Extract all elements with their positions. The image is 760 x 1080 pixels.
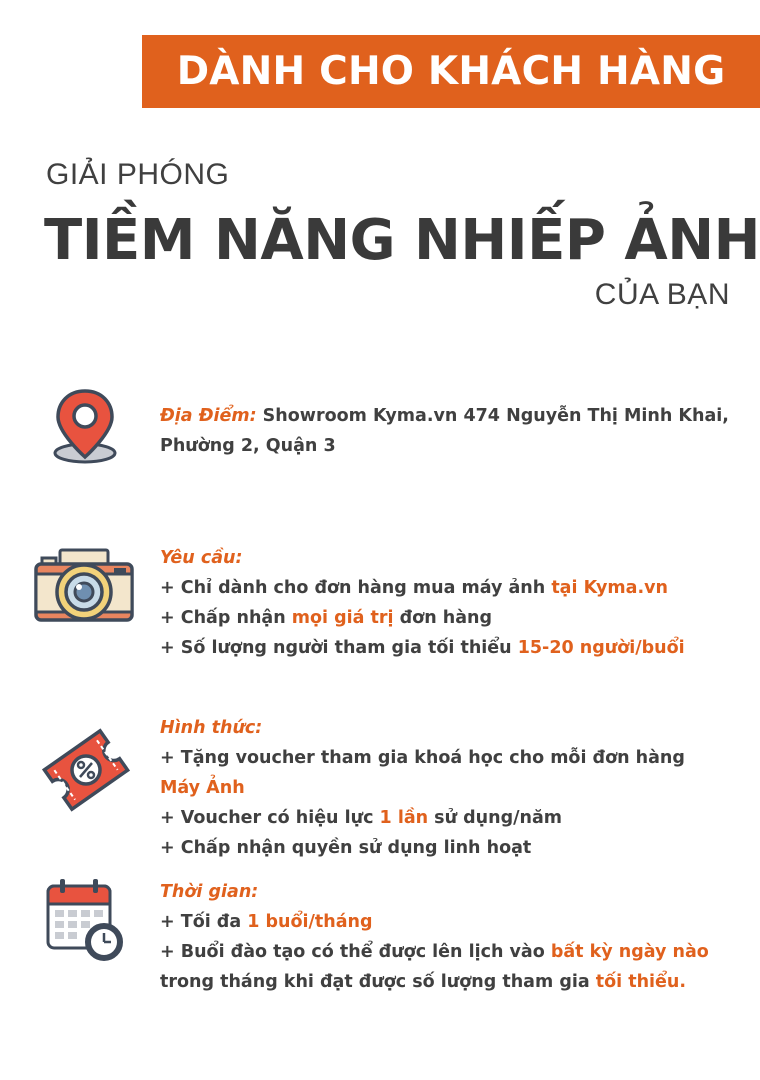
banner <box>142 35 760 108</box>
voucher-ticket-icon <box>38 722 134 818</box>
time-item2-text: + Buổi đào tạo có thể được lên lịch vào <box>160 942 551 962</box>
time-item1 <box>160 907 750 937</box>
requirements-item2 <box>160 603 750 633</box>
requirements-item1 <box>160 573 750 603</box>
time-item3-text: trong tháng khi đạt được số lượng tham gia <box>160 972 596 992</box>
time-item2 <box>160 937 750 967</box>
subline: CỦA BẠN <box>594 278 730 311</box>
location-line2: Phường 2, Quận 3 <box>160 436 336 456</box>
location-address: Showroom Kyma.vn 474 Nguyễn Thị Minh Khai, <box>256 406 729 426</box>
requirements-block <box>160 543 750 663</box>
time-item1-text: + Tối đa <box>160 912 248 932</box>
format-item1: + Tặng voucher tham gia khoá học cho mỗi đơn hàng <box>160 748 685 768</box>
requirements-item3-highlight: 15-20 người/buổi <box>517 638 685 658</box>
camera-icon <box>32 546 136 632</box>
location-block <box>160 401 750 461</box>
time-item3-highlight: tối thiểu. <box>595 972 687 992</box>
banner-title: DÀNH CHO KHÁCH HÀNG <box>176 49 726 94</box>
map-pin-icon <box>50 387 120 465</box>
format-item2-suffix: sử dụng/năm <box>428 808 563 828</box>
headline: TIỀM NĂNG NHIẾP ẢNH <box>44 208 760 273</box>
format-item3: + Chấp nhận quyền sử dụng linh hoạt <box>160 838 532 858</box>
format-heading: Hình thức: <box>160 718 263 738</box>
location-heading: Địa Điểm: <box>160 406 257 426</box>
requirements-item1-text: + Chỉ dành cho đơn hàng mua máy ảnh <box>160 578 552 598</box>
requirements-item3 <box>160 633 750 663</box>
format-item2 <box>160 803 750 833</box>
time-block <box>160 877 750 997</box>
requirements-item1-highlight: tại Kyma.vn <box>551 578 668 598</box>
time-item3 <box>160 967 750 997</box>
format-item2-text: + Voucher có hiệu lực <box>160 808 380 828</box>
location-line1 <box>160 401 750 431</box>
time-item1-highlight: 1 buổi/tháng <box>247 912 373 932</box>
requirements-item2-highlight: mọi giá trị <box>291 608 394 628</box>
calendar-clock-icon <box>44 876 128 966</box>
format-item1-highlight: Máy Ảnh <box>160 778 245 798</box>
format-item2-highlight: 1 lần <box>379 808 429 828</box>
format-block <box>160 713 750 863</box>
time-item2-highlight: bất kỳ ngày nào <box>550 942 709 962</box>
requirements-item2-text: + Chấp nhận <box>160 608 292 628</box>
requirements-item2-suffix: đơn hàng <box>393 608 492 628</box>
time-heading: Thời gian: <box>160 882 259 902</box>
kicker-text: GIẢI PHÓNG <box>46 158 230 191</box>
requirements-item3-text: + Số lượng người tham gia tối thiểu <box>160 638 518 658</box>
requirements-heading: Yêu cầu: <box>160 548 243 568</box>
